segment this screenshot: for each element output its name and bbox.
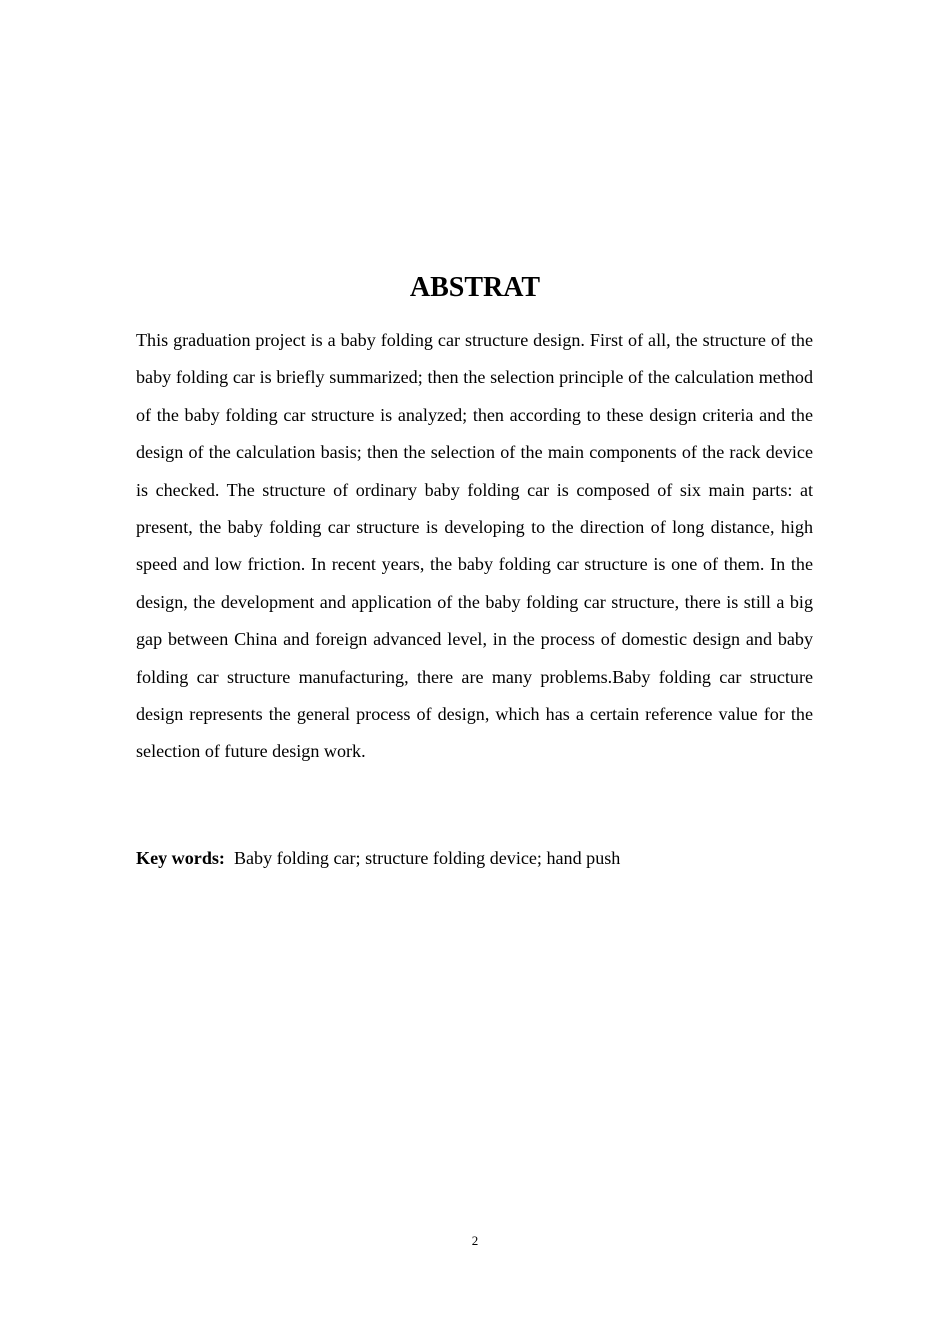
page-number: 2	[471, 1233, 479, 1248]
keywords-line	[136, 840, 813, 877]
keywords-label: Key words:	[136, 848, 225, 868]
keywords-text: Baby folding car; structure folding device; hand push	[233, 848, 621, 868]
abstract-paragraph: This graduation project is a baby folding car structure design. First of all, the structure of the baby folding car is briefly summarized; then the selection principle of the calculation method of the baby folding car structure is analyzed; then according to these design criteria and the design of the calculation basis; then the selection of the main components of the rack device is checked. The structure of ordinary baby folding car is composed of six main parts: at present, the baby folding car structure is developing to the direction of long distance, high speed and low friction. In recent years, the baby folding car structure is one of them. In the design, the development and application of the baby folding car structure, there is still a big gap between China and foreign advanced level, in the process of domestic design and baby folding car structure manufacturing, there are many problems.Baby folding car structure design represents the general process of design, which has a certain reference value for the selection of future design work.	[136, 330, 813, 762]
abstract-title: ABSTRAT	[409, 272, 541, 303]
